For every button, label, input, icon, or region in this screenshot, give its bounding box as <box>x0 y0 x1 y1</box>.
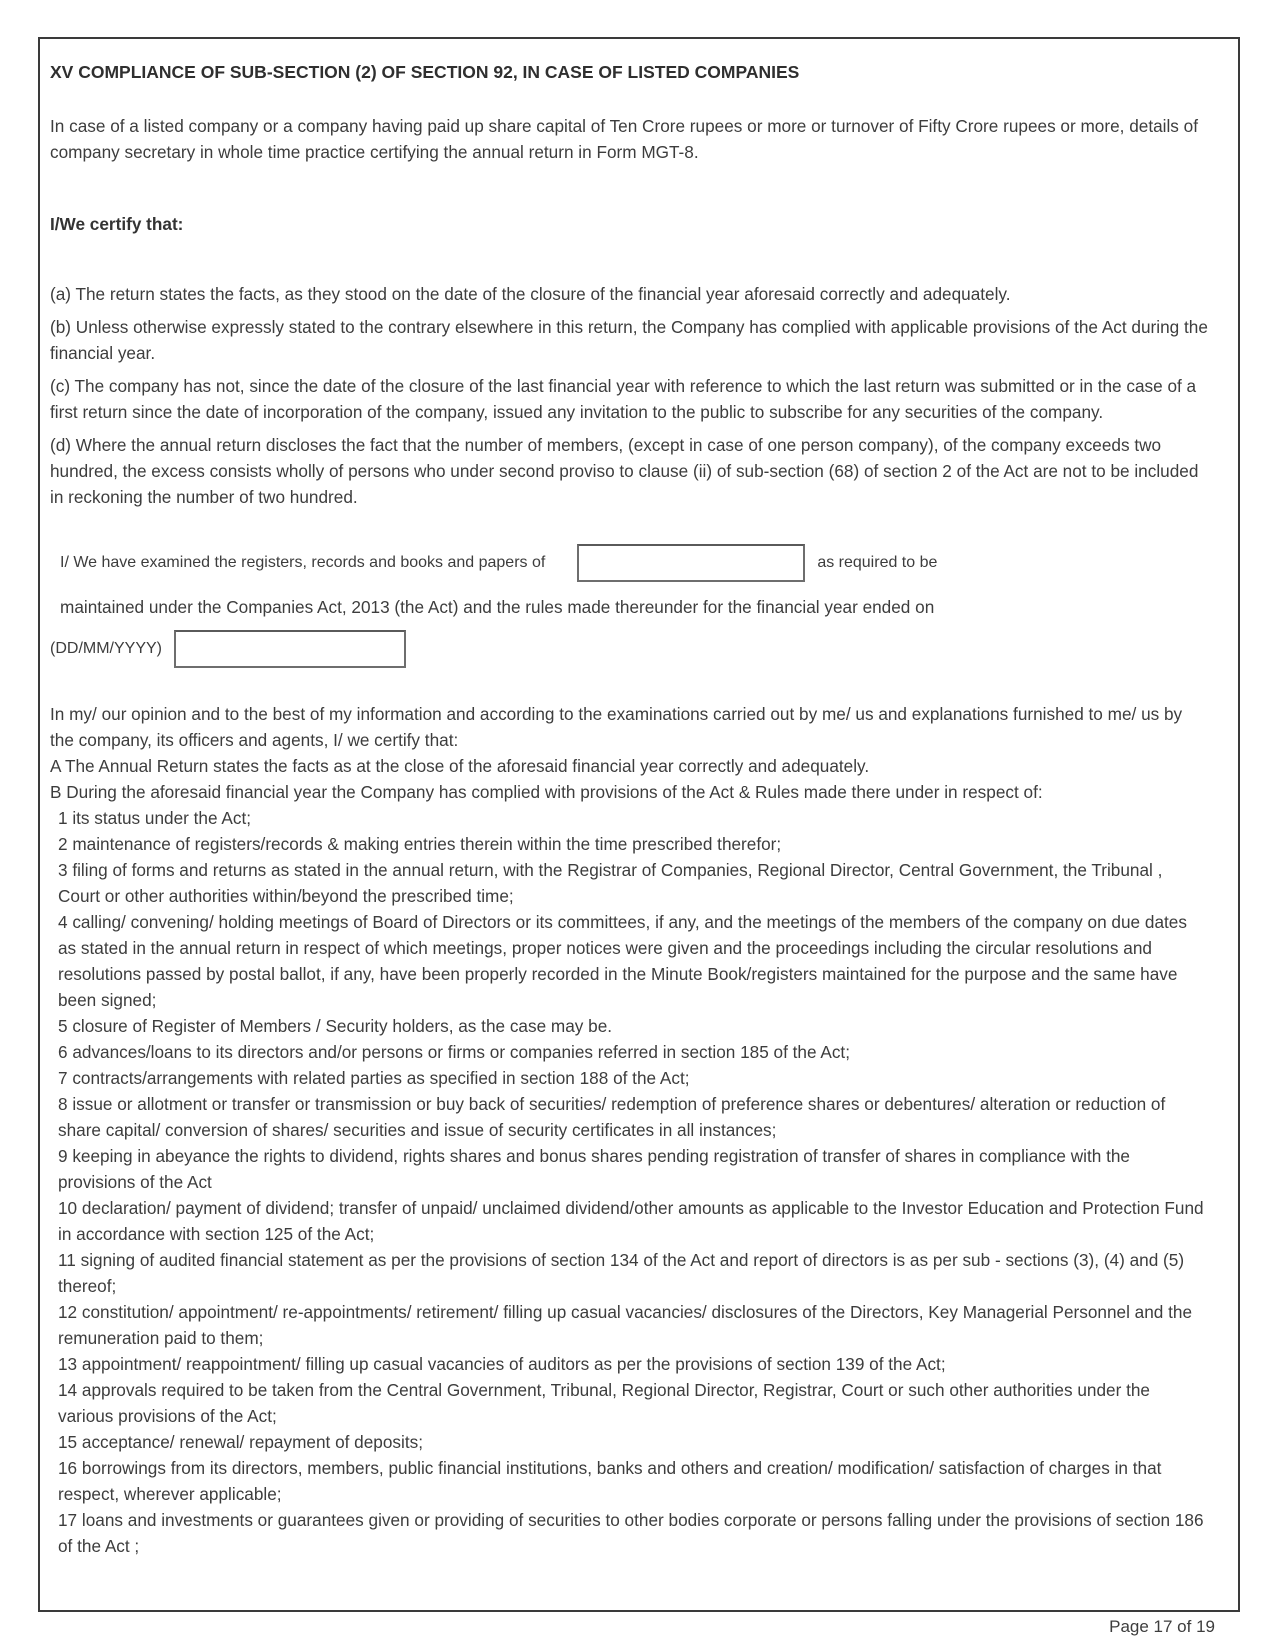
company-name-input[interactable] <box>577 544 805 582</box>
date-format-label: (DD/MM/YYYY) <box>50 640 162 657</box>
certification-clauses <box>50 281 1208 510</box>
compliance-item-9: 9 keeping in abeyance the rights to dividend, rights shares and bonus shares pending registration of transfer of shares in compliance with the provisions of the Act <box>58 1146 1130 1192</box>
section-title: XV COMPLIANCE OF SUB-SECTION (2) OF SECTION 92, IN CASE OF LISTED COMPANIES <box>50 62 800 82</box>
compliance-item-11: 11 signing of audited financial statement as per the provisions of section 134 of the Act and report of directors is as per sub - sections (3), (4) and (5) thereof; <box>58 1250 1185 1296</box>
opinion-intro: In my/ our opinion and to the best of my information and according to the examinations carried out by me/ us and explanations furnished to me/ us by the company, its officers and agents, I/ we certify that: <box>50 704 1183 750</box>
certify-heading: I/We certify that: <box>50 214 184 234</box>
compliance-item-17: 17 loans and investments or guarantees given or providing of securities to other bodies corporate or persons falling under the provisions of section 186 of the Act ; <box>58 1510 1204 1556</box>
examined-line-1 <box>50 544 1208 582</box>
compliance-item-16: 16 borrowings from its directors, members, public financial institutions, banks and others and creation/ modification/ satisfaction of charges in that respect, wherever applicable; <box>58 1458 1162 1504</box>
compliance-item-14: 14 approvals required to be taken from the Central Government, Tribunal, Regional Director, Registrar, Court or such other authorities under the various provisions of the Act; <box>58 1380 1150 1426</box>
compliance-item-8: 8 issue or allotment or transfer or transmission or buy back of securities/ redemption of preference shares or debentures/ alteration or reduction of share capital/ conversion of shares/ securities and issue of security certificates in all instances; <box>58 1094 1166 1140</box>
compliance-item-6: 6 advances/loans to its directors and/or persons or firms or companies referred in section 185 of the Act; <box>58 1042 850 1062</box>
financial-year-date-input[interactable] <box>174 630 406 668</box>
compliance-item-15: 15 acceptance/ renewal/ repayment of deposits; <box>58 1432 423 1452</box>
compliance-item-12: 12 constitution/ appointment/ re-appointments/ retirement/ filling up casual vacancies/ disclosures of the Directors, Key Managerial Personnel and the remuneration paid to them; <box>58 1302 1193 1348</box>
examined-text-before: I/ We have examined the registers, records and books and papers of <box>60 554 546 571</box>
point-b: B During the aforesaid financial year the Company has complied with provisions of the Act & Rules made there under in respect of: <box>50 782 1043 802</box>
clause-b: (b) Unless otherwise expressly stated to the contrary elsewhere in this return, the Company has complied with applicable provisions of the Act during the financial year. <box>50 317 1208 363</box>
page-number: Page 17 of 19 <box>1109 1617 1215 1636</box>
point-a: A The Annual Return states the facts as at the close of the aforesaid financial year correctly and adequately. <box>50 756 870 776</box>
compliance-item-1: 1 its status under the Act; <box>58 808 251 828</box>
compliance-items-list <box>50 805 1208 1559</box>
examination-statement <box>50 544 1208 668</box>
form-page-border <box>38 37 1240 1612</box>
compliance-item-4: 4 calling/ convening/ holding meetings of Board of Directors or its committees, if any, and the meetings of the members of the company on due dates as stated in the annual return in respect of which meetings, proper notices were given and the proceedings including the circular resolutions and resolutions passed by postal ballot, if any, have been properly recorded in the Minute Book/registers maintained for the purpose and the same have been signed; <box>58 912 1187 1010</box>
clause-a: (a) The return states the facts, as they stood on the date of the closure of the financial year aforesaid correctly and adequately. <box>50 284 1011 304</box>
examined-line-3 <box>50 630 1208 668</box>
compliance-item-3: 3 filing of forms and returns as stated in the annual return, with the Registrar of Companies, Regional Director, Central Government, the Tribunal , Court or other authorities within/beyond the prescribed time; <box>58 860 1163 906</box>
examined-line-2: maintained under the Companies Act, 2013 (the Act) and the rules made thereunder for the financial year ended on <box>60 597 935 617</box>
clause-c: (c) The company has not, since the date of the closure of the last financial year with reference to which the last return was submitted or in the case of a first return since the date of incorporation of the company, issued any invitation to the public to subscribe for any securities of the company. <box>50 376 1197 422</box>
compliance-item-10: 10 declaration/ payment of dividend; transfer of unpaid/ unclaimed dividend/other amounts as applicable to the Investor Education and Protection Fund in accordance with section 125 of the Act; <box>58 1198 1204 1244</box>
compliance-item-2: 2 maintenance of registers/records & making entries therein within the time prescribed therefor; <box>58 834 782 854</box>
clause-d: (d) Where the annual return discloses the fact that the number of members, (except in case of one person company), of the company exceeds two hundred, the excess consists wholly of persons who under second proviso to clause (ii) of sub-section (68) of section 2 of the Act are not to be included in reckoning the number of two hundred. <box>50 435 1199 507</box>
examined-text-after: as required to be <box>817 554 938 571</box>
compliance-item-13: 13 appointment/ reappointment/ filling up casual vacancies of auditors as per the provisions of section 139 of the Act; <box>58 1354 946 1374</box>
compliance-item-5: 5 closure of Register of Members / Security holders, as the case may be. <box>58 1016 613 1036</box>
compliance-item-7: 7 contracts/arrangements with related parties as specified in section 188 of the Act; <box>58 1068 690 1088</box>
intro-paragraph: In case of a listed company or a company having paid up share capital of Ten Crore rupees or more or turnover of Fifty Crore rupees or more, details of company secretary in whole time practice certifying the annual return in Form MGT-8. <box>50 116 1198 162</box>
